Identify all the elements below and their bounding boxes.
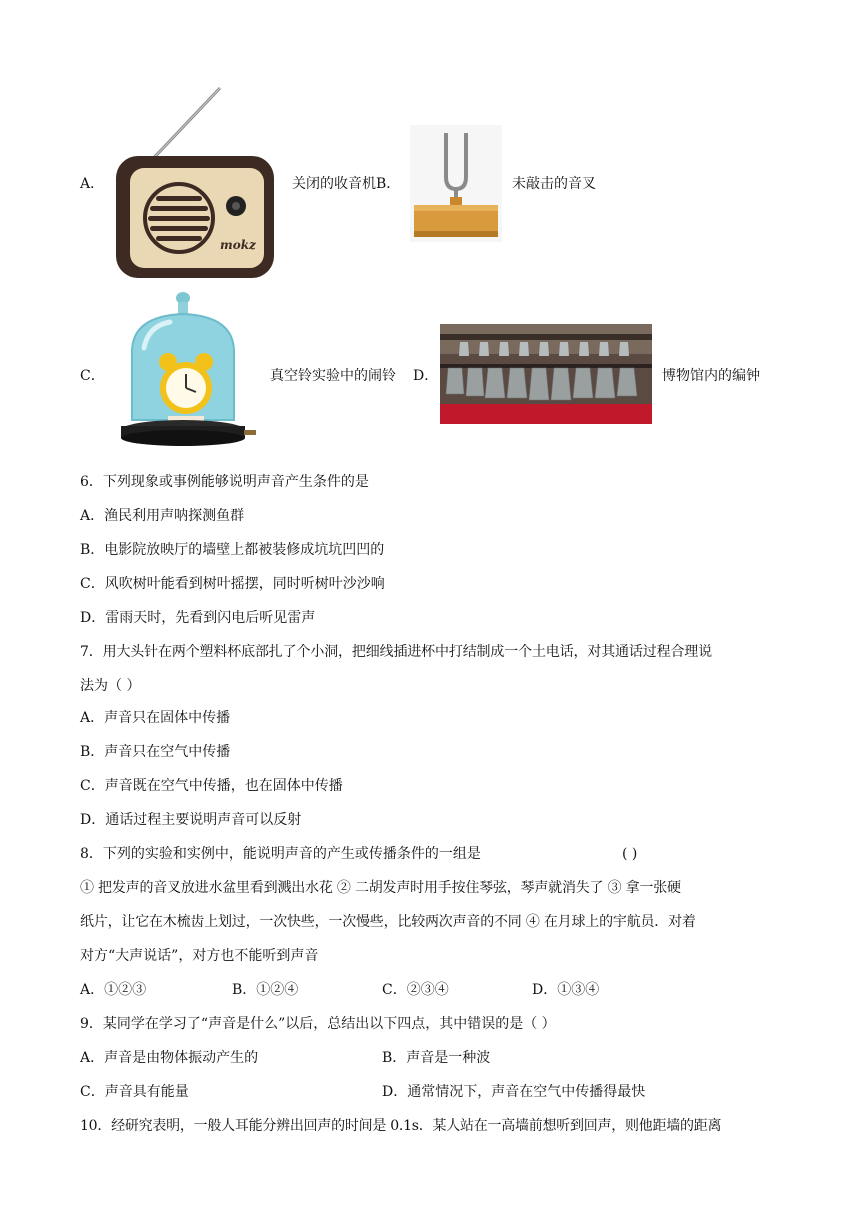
tuning-fork-image — [410, 125, 502, 242]
q6-option-c: C．风吹树叶能看到树叶摇摆，同时听树叶沙沙响 — [80, 576, 385, 592]
q8-answer-paren: ( ) — [622, 846, 638, 862]
q8-option-c: C．②③④ — [382, 982, 449, 998]
q7-stem-line2: 法为（ ） — [80, 678, 141, 694]
q5-option-c-label: C． — [80, 368, 105, 384]
q5-option-b-text: 未敲击的音叉 — [512, 176, 596, 192]
q6-option-b: B．电影院放映厅的墙壁上都被装修成坑坑凹凹的 — [80, 542, 385, 558]
q6-stem: 6．下列现象或事例能够说明声音产生条件的是 — [80, 474, 369, 490]
q8-option-a: A．①②③ — [80, 982, 147, 998]
q10-stem-line1: 10．经研究表明，一般人耳能分辨出回声的时间是 0.1s．某人站在一高墙前想听到回声，则他距墙的距离 — [80, 1118, 722, 1134]
q5-option-c-text: 真空铃实验中的闹铃 — [270, 368, 396, 384]
q9-option-d: D．通常情况下，声音在空气中传播得最快 — [382, 1084, 646, 1100]
q5-option-a-label: A． — [80, 176, 105, 192]
q6-option-a: A．渔民利用声呐探测鱼群 — [80, 508, 245, 524]
q9-option-c: C．声音具有能量 — [80, 1084, 189, 1100]
radio-brand-logo: mokz — [220, 238, 256, 252]
q5-option-b-label: B． — [376, 176, 401, 192]
q8-stem: 8．下列的实验和实例中，能说明声音的产生或传播条件的一组是 — [80, 846, 481, 862]
bell-jar-image — [118, 290, 258, 452]
q6-option-d: D．雷雨天时，先看到闪电后听见雷声 — [80, 610, 316, 626]
radio-icon — [108, 84, 278, 284]
bell-jar-alarm-icon — [118, 290, 258, 452]
q8-line1: ① 把发声的音叉放进水盆里看到溅出水花 ② 二胡发声时用手按住琴弦，琴声就消失了 ③ 拿一张硬 — [80, 880, 681, 896]
q7-option-a: A．声音只在固体中传播 — [80, 710, 231, 726]
q7-option-b: B．声音只在空气中传播 — [80, 744, 231, 760]
q9-stem: 9．某同学在学习了“声音是什么”以后，总结出以下四点，其中错误的是（ ） — [80, 1016, 556, 1032]
q8-option-b: B．①②④ — [232, 982, 299, 998]
q5-option-d-text: 博物馆内的编钟 — [662, 368, 760, 384]
tuning-fork-icon — [410, 125, 502, 242]
chime-bells-image — [440, 324, 652, 424]
q7-option-d: D．通话过程主要说明声音可以反射 — [80, 812, 302, 828]
q5-option-a-text: 关闭的收音机 — [292, 176, 376, 192]
q9-option-b: B．声音是一种波 — [382, 1050, 491, 1066]
q8-line2: 纸片，让它在木梳齿上划过，一次快些，一次慢些，比较两次声音的不同 ④ 在月球上的宇航员．对着 — [80, 914, 696, 930]
q7-stem-line1: 7．用大头针在两个塑料杯底部扎了个小洞，把细线插进杯中打结制成一个土电话，对其通话过程合理说 — [80, 644, 713, 660]
q5-option-d-label: D． — [413, 368, 439, 384]
q7-option-c: C．声音既在空气中传播，也在固体中传播 — [80, 778, 343, 794]
q9-option-a: A．声音是由物体振动产生的 — [80, 1050, 259, 1066]
chime-bells-icon — [440, 324, 652, 424]
q8-line3: 对方“大声说话”，对方也不能听到声音 — [80, 948, 319, 964]
q8-option-d: D．①③④ — [532, 982, 600, 998]
radio-image — [108, 84, 278, 284]
